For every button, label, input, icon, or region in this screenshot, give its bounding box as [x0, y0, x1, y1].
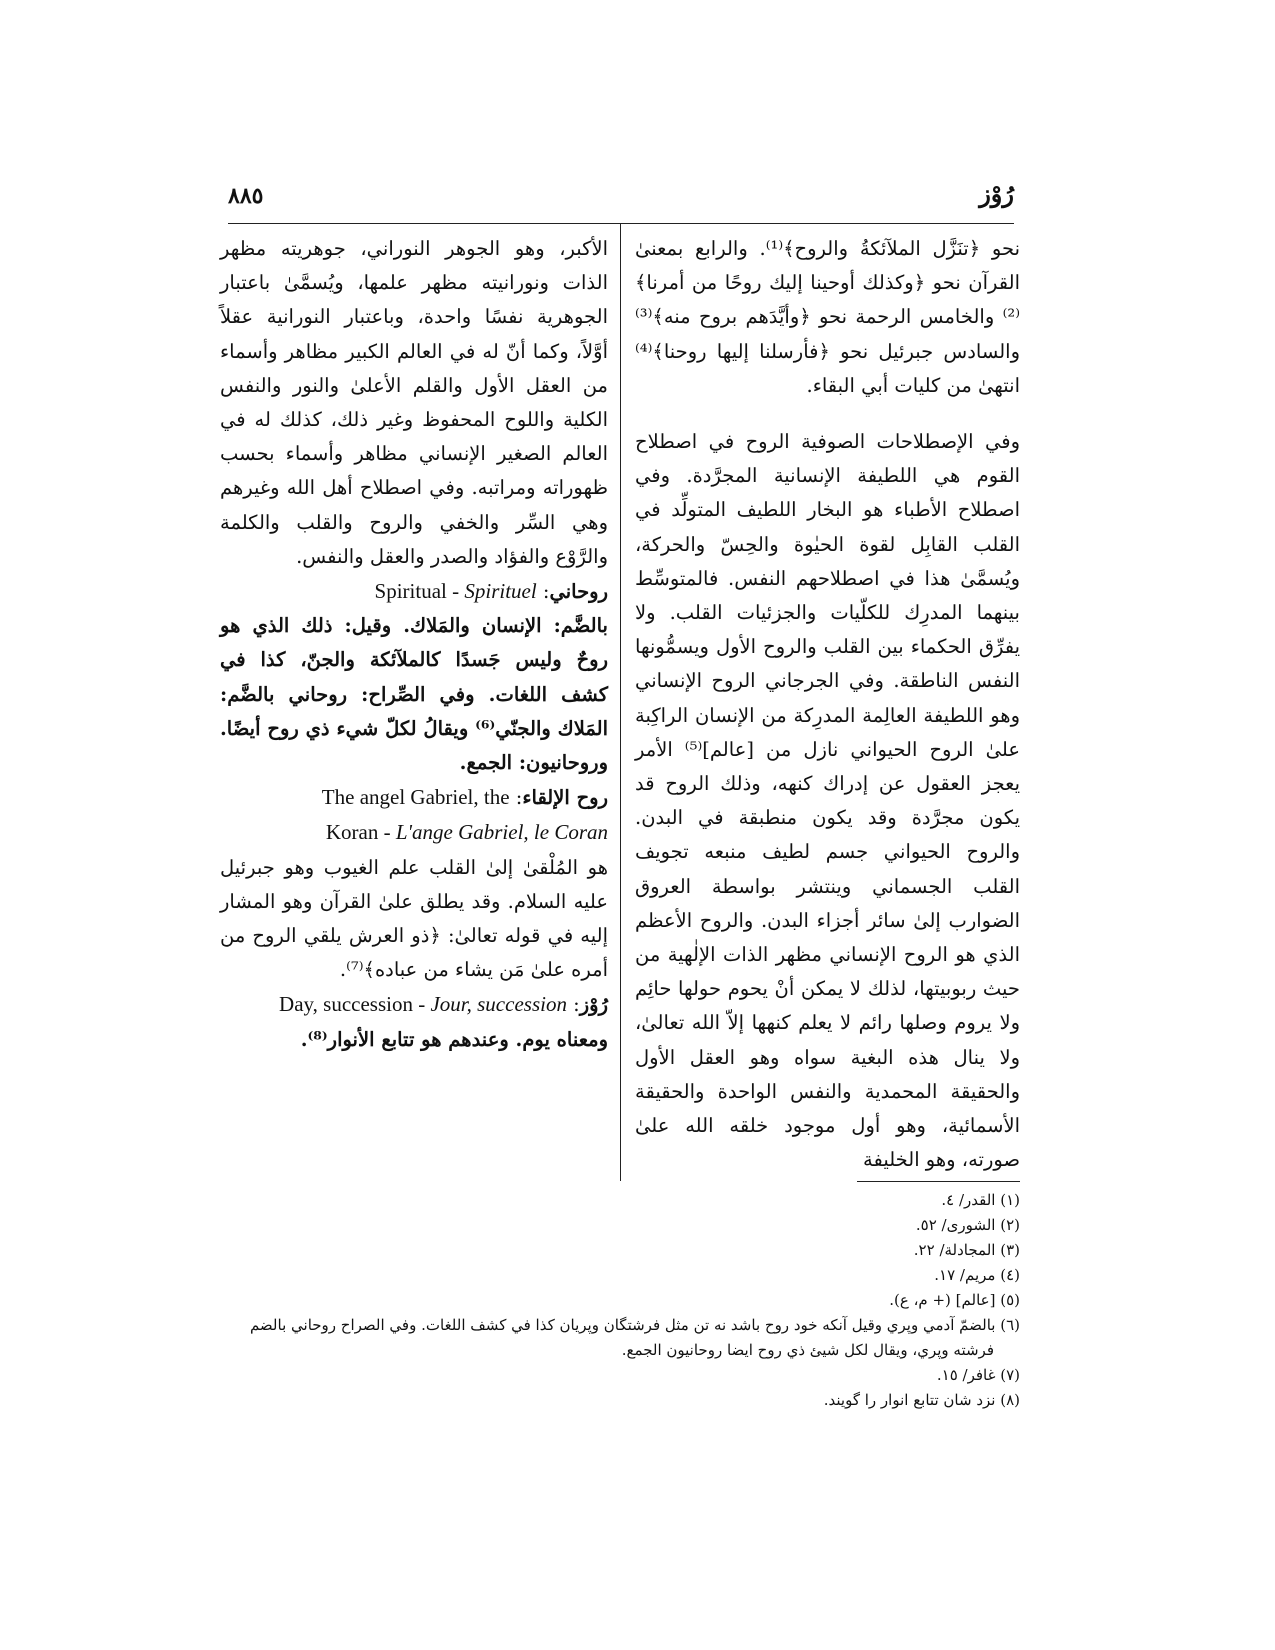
french-gloss: Spirituel [464, 579, 537, 604]
english-gloss: Spiritual - [374, 579, 465, 604]
french-gloss: Jour, succession [430, 992, 567, 1017]
footnote: (٦) بالضمّ آدمي وپري وقيل آنكه خود روح باشد نه تن مثل فرشتگان وپريان كذا في كشف اللغات. وفي الصراح روحاني بالضم [249, 1316, 1020, 1334]
footnote: (٥) [عالم] (+ م، ع). [889, 1291, 1020, 1309]
entry-definition: بالضَّم: الإنسان والمَلاك. وقيل: ذلك الذي هو روحٌ وليس جَسدًا كالملآئكة والجنّ، كذا في كشف اللغات. وفي الصِّراح: روحاني بالضَّم: المَلاك والجنّي⁽⁶⁾ ويقالُ لكلّ شيء ذي روح أيضًا. وروحانيون: الجمع. [220, 614, 608, 775]
footnote: (٤) مريم/ ١٧. [934, 1266, 1020, 1284]
left-column [220, 232, 608, 1057]
dictionary-entry-heading: روحاني: Spiritual - Spirituel [374, 579, 608, 604]
column-divider [620, 224, 621, 1181]
paragraph: نحو ﴿تنَزَّل الملآئكةُ والروح﴾⁽¹⁾. والرابع بمعنىٰ القرآن نحو ﴿وكذلك أوحينا إليك روحًا من أمرنا﴾⁽²⁾ والخامس الرحمة نحو ﴿وأيَّدَهم بروح منه﴾⁽³⁾ والسادس جبرئيل نحو ﴿فأرسلنا إليها روحنا﴾⁽⁴⁾ انتهىٰ من كليات أبي البقاء. [635, 237, 1020, 397]
page-number: ٨٨٥ [228, 183, 264, 209]
entry-headword: رُوْز [579, 993, 608, 1017]
entry-translation [279, 992, 567, 1016]
footnote: (١) القدر/ ٤. [941, 1191, 1020, 1209]
french-gloss: L'ange Gabriel, le Coran [395, 820, 608, 845]
footnote: (٧) غافر/ ١٥. [936, 1366, 1020, 1384]
english-gloss: Day, succession - [279, 992, 431, 1017]
entry-headword: روح الإلقاء [522, 786, 608, 810]
entry-translation [326, 820, 608, 844]
running-head: رُوْز [979, 179, 1014, 208]
footnotes [210, 1188, 1020, 1413]
paragraph: وفي الإصطلاحات الصوفية الروح في اصطلاح القوم هي اللطيفة الإنسانية المجرَّدة. وفي اصطلاح الأطباء هو البخار اللطيف المتولِّد في القلب القابِل لقوة الحيٰوة والحِسّ والحركة، ويُسمَّىٰ هذا في اصطلاحهم النفس. فالمتوسِّط بينهما المدرِك للكلّيات والجزئيات القلب. ولا يفرِّق الحكماء بين القلب والروح الأول ويسمُّونها النفس الناطقة. وفي الجرجاني الروح الإنساني وهو اللطيفة العالِمة المدرِكة من الإنسان الراكِبة علىٰ الروح الحيواني نازل من [عالم]⁽⁵⁾ الأمر يعجز العقول عن إدراك كنهه، وذلك الروح قد يكون مجرَّدة وقد يكون منطبقة في البدن. والروح الحيواني جسم لطيف منبعه تجويف القلب الجسماني وينتشر بواسطة العروق الضوارب إلىٰ سائر أجزاء البدن. والروح الأعظم الذي هو الروح الإنساني مظهر الذات الإلٰهية من حيث ربوبيتها، لذلك لا يمكن أنْ يحوم حولها حائِم ولا يروم وصلها رائم لا يعلم كنهها إلاّ الله تعالىٰ، ولا ينال هذه البغية سواه وهو العقل الأول والحقيقة المحمدية والنفس الواحدة والحقيقة الأسمائية، وهو أول موجود خلقه الله علىٰ صورته، وهو الخليفة [635, 430, 1020, 1172]
entry-definition: ومعناه يوم. وعندهم هو تتابع الأنوار⁽⁸⁾. [300, 1027, 608, 1051]
paragraph: الأكبر، وهو الجوهر النوراني، جوهريته مظهر الذات ونورانيته مظهر علمها، ويُسمَّىٰ باعتبار الجوهرية نفسًا واحدة، وباعتبار النورانية عقلاً أوَّلاً، وكما أنّ له في العالم الكبير مظاهر وأسماء من العقل الأول والقلم الأعلىٰ والنور والنفس الكلية واللوح المحفوظ وغير ذلك، كذلك له في العالم الصغير الإنساني مظاهر وأسماء بحسب ظهوراته ومراتبه. وفي اصطلاح أهل الله وغيرهم وهي السِّر والخفي والروح والقلب والكلمة والرَّوْع والفؤاد والصدر والعقل والنفس. [220, 237, 608, 568]
entry-headword: روحاني [549, 580, 608, 604]
english-gloss: Koran - [325, 820, 396, 845]
dictionary-entry-heading: رُوْز: Day, succession - Jour, succession [279, 992, 608, 1017]
page-header [228, 179, 1014, 224]
footnote: (٢) الشورى/ ٥٢. [915, 1216, 1020, 1234]
footnote-continuation: فرشته وپري، ويقال لكل شيئ ذي روح ايضا روحانيون الجمع. [621, 1341, 994, 1359]
footnote: (٨) نزد شان تتابع انوار را گويند. [823, 1391, 1020, 1409]
footnote: (٣) المجادلة/ ٢٢. [913, 1241, 1020, 1259]
english-gloss: The angel Gabriel, the [321, 785, 510, 810]
right-column [635, 232, 1020, 1177]
dictionary-entry-heading: روح الإلقاء: The angel Gabriel, the Koran - L'ange Gabriel, le Coran [321, 785, 608, 845]
entry-translation [375, 579, 537, 603]
entry-definition: هو المُلْقىٰ إلىٰ القلب علم الغيوب وهو جبرئيل عليه السلام. وقد يطلق علىٰ القرآن وهو المشار إليه في قوله تعالىٰ: ﴿ذو العرش يلقي الروح من أمره علىٰ مَن يشاء من عباده﴾⁽⁷⁾. [220, 855, 608, 982]
footnote-rule [857, 1181, 1020, 1182]
